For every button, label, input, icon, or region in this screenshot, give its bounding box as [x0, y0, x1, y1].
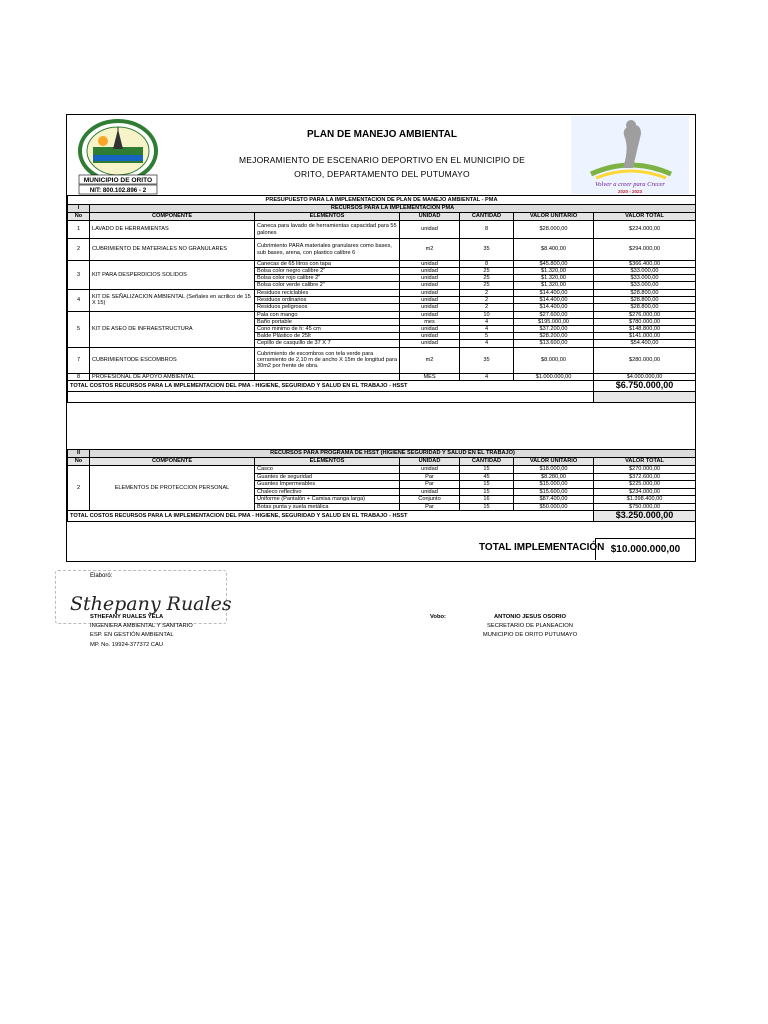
- row-componente: KIT PARA DESPERDICIOS SOLIDOS: [90, 261, 255, 290]
- row-unidad: m2: [400, 347, 460, 373]
- elaborated-by-role: INGENIERA AMBIENTAL Y SANITARIO: [90, 623, 193, 629]
- pma-budget-table: [67, 195, 696, 403]
- row-number: 5: [68, 311, 90, 347]
- row-valor-total: $294.000,00: [594, 239, 696, 261]
- project-subtitle: [222, 153, 542, 181]
- row-valor-total: $224.000,00: [594, 221, 696, 239]
- row-elemento: Botas punta y suela metálica: [255, 503, 400, 511]
- row-cantidad: 15: [460, 488, 514, 496]
- col-header-elementos: ELEMENTOS: [255, 458, 400, 466]
- row-valor-unitario: $37.200,00: [514, 326, 594, 333]
- row-unidad: Par: [400, 473, 460, 481]
- row-cantidad: 25: [460, 282, 514, 289]
- row-elemento: Cubrimiento PARA materiales granulares como bases, sub bases, arena, con plastico calibre 6: [255, 239, 400, 261]
- row-cantidad: 2: [460, 303, 514, 311]
- row-unidad: unidad: [400, 326, 460, 333]
- section-heading: RECURSOS PARA PROGRAMA DE HSST (HIGIENE SEGURIDAD Y SALUD EN EL TRABAJO): [90, 450, 696, 458]
- row-valor-unitario: $8.280,00: [514, 473, 594, 481]
- row-unidad: MES: [400, 373, 460, 380]
- row-number: 8: [68, 373, 90, 380]
- row-valor-unitario: $1.320,00: [514, 275, 594, 282]
- row-elemento: Cubrimiento de escombros con tela verde para cerramiento de 2,10 m de ancho X 15m de longitud para 30m2 por frente de obra.: [255, 347, 400, 373]
- row-unidad: unidad: [400, 303, 460, 311]
- row-valor-total: $270.000,00: [594, 466, 696, 474]
- row-cantidad: 4: [460, 340, 514, 347]
- row-valor-unitario: $50.000,00: [514, 503, 594, 511]
- section1-total-value: $6.750.000,00: [594, 380, 696, 391]
- logo-slogan-text: Volver a creer para Crecer: [595, 181, 665, 188]
- row-number: 7: [68, 347, 90, 373]
- row-cantidad: 15: [460, 481, 514, 489]
- elaborated-by-spec: ESP. EN GESTIÓN AMBIENTAL: [90, 632, 174, 638]
- row-unidad: m2: [400, 239, 460, 261]
- row-cantidad: 2: [460, 296, 514, 303]
- logo-nit-text: NIT: 800.102.896 - 2: [89, 187, 147, 194]
- row-elemento: Residuos ordinarios: [255, 296, 400, 303]
- section-number: II: [68, 450, 90, 458]
- section2-total-label: TOTAL COSTOS RECURSOS PARA LA IMPLEMENTACION DEL PMA - HIGIENE, SEGURIDAD Y SALUD EN EL TRABAJO - HSST: [68, 511, 594, 522]
- table-row: [68, 311, 696, 318]
- subtitle-line-2: ORITO, DEPARTAMENTO DEL PUTUMAYO: [294, 169, 470, 179]
- row-componente: KIT DE ASEO DE INFRAESTRUCTURA: [90, 311, 255, 347]
- spacer-cell: [68, 391, 594, 402]
- row-valor-unitario: $14.400,00: [514, 303, 594, 311]
- row-cantidad: 8: [460, 261, 514, 268]
- row-valor-unitario: $1.320,00: [514, 268, 594, 275]
- row-valor-unitario: $15.600,00: [514, 488, 594, 496]
- col-header-no: No: [68, 213, 90, 221]
- row-valor-unitario: $1.000.000,00: [514, 373, 594, 380]
- row-cantidad: 10: [460, 311, 514, 318]
- row-valor-total: $780.000,00: [594, 318, 696, 325]
- row-valor-total: $33.000,00: [594, 275, 696, 282]
- table-row: [68, 373, 696, 380]
- row-unidad: unidad: [400, 282, 460, 289]
- row-valor-unitario: $87.400,00: [514, 496, 594, 504]
- row-componente: CUBRIMIENTO DE MATERIALES NO GRANULARES: [90, 239, 255, 261]
- row-elemento: Residuos peligrosos: [255, 303, 400, 311]
- row-elemento: Cono minimo de h: 45 cm: [255, 326, 400, 333]
- col-header-componente: COMPONENTE: [90, 213, 255, 221]
- col-header-componente: COMPONENTE: [90, 458, 255, 466]
- municipio-orito-logo: [73, 119, 163, 195]
- row-valor-unitario: $195.000,00: [514, 318, 594, 325]
- row-valor-total: $750.000,00: [594, 503, 696, 511]
- row-valor-total: $33.000,00: [594, 268, 696, 275]
- signature-text: Sthepany Ruales: [70, 593, 232, 615]
- row-unidad: Conjunto: [400, 496, 460, 504]
- row-elemento: Chaleco reflectivo: [255, 488, 400, 496]
- row-cantidad: 16: [460, 496, 514, 504]
- row-valor-total: $366.400,00: [594, 261, 696, 268]
- col-header-cantidad: CANTIDAD: [460, 458, 514, 466]
- subtitle-line-1: MEJORAMIENTO DE ESCENARIO DEPORTIVO EN EL MUNICIPIO DE: [239, 155, 525, 165]
- row-valor-total: $28.800,00: [594, 296, 696, 303]
- row-elemento: Casco: [255, 466, 400, 474]
- row-elemento: Bolsa color verde calibre 2": [255, 282, 400, 289]
- row-cantidad: 45: [460, 473, 514, 481]
- row-valor-total: $276.000,00: [594, 311, 696, 318]
- row-valor-unitario: $45.800,00: [514, 261, 594, 268]
- row-cantidad: 15: [460, 466, 514, 474]
- col-header-cantidad: CANTIDAD: [460, 213, 514, 221]
- row-valor-total: $372.600,00: [594, 473, 696, 481]
- budget-banner: PRESUPUESTO PARA LA IMPLEMENTACION DE PLAN DE MANEJO AMBIENTAL - PMA: [68, 196, 696, 205]
- row-valor-total: $28.800,00: [594, 289, 696, 296]
- budget-sheet: [66, 114, 696, 562]
- row-unidad: Par: [400, 503, 460, 511]
- grand-total-value: $10.000.000,00: [595, 538, 695, 560]
- row-valor-unitario: $1.320,00: [514, 282, 594, 289]
- row-elemento: Bolsa color negro calibre 2": [255, 268, 400, 275]
- document-header: [67, 115, 695, 195]
- row-elemento: Caneca para lavado de herramientas capacidad para 55 galones: [255, 221, 400, 239]
- approver-role: SECRETARIO DE PLANEACION: [487, 623, 573, 629]
- hsst-budget-table: [67, 449, 696, 522]
- table-row: [68, 261, 696, 268]
- row-elemento: Guantes de seguridad: [255, 473, 400, 481]
- col-header-unidad: UNIDAD: [400, 213, 460, 221]
- row-elemento: Uniforme (Pantalón + Camisa manga larga): [255, 496, 400, 504]
- row-unidad: unidad: [400, 466, 460, 474]
- table-row: [68, 239, 696, 261]
- row-cantidad: 8: [460, 221, 514, 239]
- row-number: 2: [68, 239, 90, 261]
- row-number: 2: [68, 466, 90, 511]
- row-elemento: Cepillo de casquillo de 37 X 7: [255, 340, 400, 347]
- row-unidad: unidad: [400, 488, 460, 496]
- approver-name: ANTONIO JESUS OSORIO: [493, 614, 567, 620]
- row-unidad: unidad: [400, 275, 460, 282]
- row-elemento: Baño portable: [255, 318, 400, 325]
- row-unidad: unidad: [400, 261, 460, 268]
- row-unidad: Par: [400, 481, 460, 489]
- table-row: [68, 347, 696, 373]
- col-header-elementos: ELEMENTOS: [255, 213, 400, 221]
- elaboro-label: Elaboró:: [90, 573, 113, 579]
- row-cantidad: 4: [460, 373, 514, 380]
- row-valor-unitario: $15.000,00: [514, 481, 594, 489]
- row-cantidad: 35: [460, 347, 514, 373]
- row-unidad: unidad: [400, 340, 460, 347]
- row-valor-total: $225.000,00: [594, 481, 696, 489]
- row-cantidad: 2: [460, 289, 514, 296]
- row-elemento: Guantes Impermeables: [255, 481, 400, 489]
- row-number: 1: [68, 221, 90, 239]
- row-valor-unitario: $18.000,00: [514, 466, 594, 474]
- row-elemento: Pala con mango: [255, 311, 400, 318]
- row-unidad: unidad: [400, 333, 460, 340]
- row-unidad: unidad: [400, 311, 460, 318]
- row-valor-unitario: $13.600,00: [514, 340, 594, 347]
- row-elemento: Balde Plástico de 25lt: [255, 333, 400, 340]
- row-valor-unitario: $28.000,00: [514, 221, 594, 239]
- row-cantidad: 15: [460, 503, 514, 511]
- row-cantidad: 5: [460, 333, 514, 340]
- row-elemento: [255, 373, 400, 380]
- row-elemento: Residuos reciclables: [255, 289, 400, 296]
- grand-total-row: [67, 536, 695, 562]
- section2-total-value: $3.250.000,00: [594, 511, 696, 522]
- row-valor-unitario: $8.400,00: [514, 239, 594, 261]
- row-valor-total: $33.000,00: [594, 282, 696, 289]
- col-header-valor-unitario: VALOR UNITARIO: [514, 213, 594, 221]
- row-componente: CUBRIMIENTODE ESCOMBROS: [90, 347, 255, 373]
- row-unidad: unidad: [400, 296, 460, 303]
- row-number: 3: [68, 261, 90, 290]
- row-componente: KIT DE SEÑALIZACION AMBIENTAL (Señales en acrilico de 15 X 15): [90, 289, 255, 311]
- row-componente: PROFESIONAL DE APOYO AMBIENTAL: [90, 373, 255, 380]
- row-valor-total: $4.000.000,00: [594, 373, 696, 380]
- section-number: I: [68, 205, 90, 213]
- row-valor-unitario: $28.200,00: [514, 333, 594, 340]
- row-valor-unitario: $14.400,00: [514, 296, 594, 303]
- page-title: PLAN DE MANEJO AMBIENTAL: [307, 129, 457, 140]
- col-header-no: No: [68, 458, 90, 466]
- row-valor-unitario: $27.600,00: [514, 311, 594, 318]
- row-unidad: unidad: [400, 289, 460, 296]
- table-row: [68, 221, 696, 239]
- col-header-unidad: UNIDAD: [400, 458, 460, 466]
- row-number: 4: [68, 289, 90, 311]
- row-valor-total: $148.800,00: [594, 326, 696, 333]
- row-cantidad: 25: [460, 275, 514, 282]
- row-valor-total: $234.000,00: [594, 488, 696, 496]
- grand-total-label: TOTAL IMPLEMENTACIÓN: [479, 542, 605, 553]
- table-row: [68, 289, 696, 296]
- row-componente: ELEMENTOS DE PROTECCION PERSONAL: [90, 466, 255, 511]
- approver-entity: MUNICIPIO DE ORITO PUTUMAYO: [482, 632, 578, 638]
- col-header-valor-total: VALOR TOTAL: [594, 458, 696, 466]
- section1-total-label: TOTAL COSTOS RECURSOS PARA LA IMPLEMENTACION DEL PMA - HIGIENE, SEGURIDAD Y SALUD EN EL TRABAJO - HSST: [68, 380, 594, 391]
- elaborated-by-license: MP. No. 19924-377372 CAU: [90, 642, 164, 648]
- row-elemento: Canecas de 65 litros con tapa: [255, 261, 400, 268]
- logo-municipio-text: MUNICIPIO DE ORITO: [83, 177, 153, 184]
- row-cantidad: 4: [460, 326, 514, 333]
- row-componente: LAVADO DE HERRAMIENTAS: [90, 221, 255, 239]
- elaborated-by-name: STHEFANY RUALES YELA: [90, 614, 164, 620]
- row-valor-total: $280.000,00: [594, 347, 696, 373]
- volver-a-creer-logo: [571, 116, 689, 194]
- row-unidad: mes: [400, 318, 460, 325]
- row-valor-total: $28.800,00: [594, 303, 696, 311]
- spacer-cell: [594, 391, 696, 402]
- col-header-valor-unitario: VALOR UNITARIO: [514, 458, 594, 466]
- table-row: [68, 466, 696, 474]
- row-cantidad: 25: [460, 268, 514, 275]
- row-valor-total: $1.398.400,00: [594, 496, 696, 504]
- row-cantidad: 35: [460, 239, 514, 261]
- row-valor-unitario: $14.400,00: [514, 289, 594, 296]
- row-unidad: unidad: [400, 221, 460, 239]
- row-valor-total: $141.000,00: [594, 333, 696, 340]
- row-cantidad: 4: [460, 318, 514, 325]
- row-unidad: unidad: [400, 268, 460, 275]
- row-elemento: Bolsa color rojo calibre 2": [255, 275, 400, 282]
- row-valor-total: $54.400,00: [594, 340, 696, 347]
- col-header-valor-total: VALOR TOTAL: [594, 213, 696, 221]
- vobo-label: Vobo:: [430, 614, 446, 620]
- section-heading: RECURSOS PARA LA IMPLEMENTACION PMA: [90, 205, 696, 213]
- row-valor-unitario: $8.000,00: [514, 347, 594, 373]
- logo-years-text: 2020 - 2023: [617, 189, 643, 194]
